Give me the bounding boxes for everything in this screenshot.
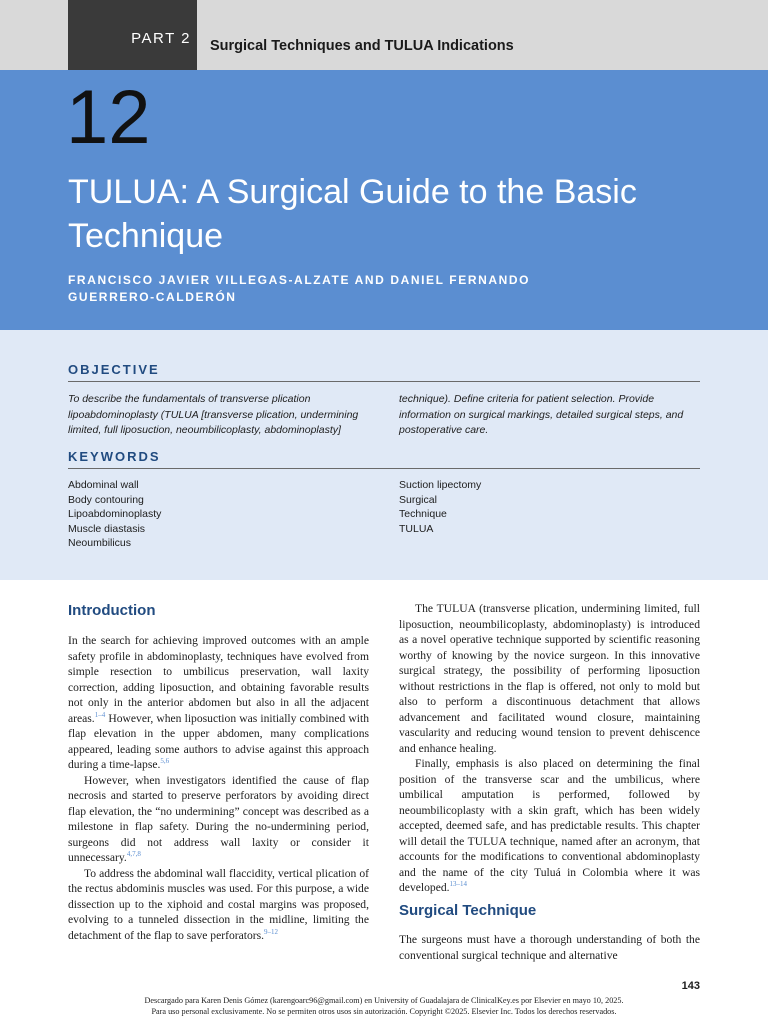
chapter-title: TULUA: A Surgical Guide to the Basic Technique [68,173,637,255]
page-number: 143 [681,980,700,992]
keywords-rule [68,468,700,469]
intro-paragraph-1 [68,633,369,773]
intro-p2-text: However, when investigators identified the cause of flap necrosis and started to preserve perforators by avoiding direct flap elevation, the “no undermining” concept was described as a milestone in flap safety. During the no-undermining period, surgeons did not address wall laxity or consider it unnecessary. [68,773,369,864]
left-body-column [68,633,369,943]
authors-line-1: FRANCISCO JAVIER VILLEGAS-ALZATE AND DANIEL FERNANDO [68,273,531,287]
introduction-heading: Introduction [68,602,156,619]
surgical-paragraph-1: The surgeons must have a thorough understanding of both the conventional surgical technique and alternative [399,933,700,962]
intro-paragraph-3 [68,866,369,944]
citation-ref: 4,7,8 [126,850,141,859]
objective-text-col1: To describe the fundamentals of transverse plication lipoabdominoplasty (TULUA [transverse plication, undermining limited, full liposuction, neoumbilicoplasty, abdominoplasty] [68,393,359,436]
right-paragraph-2 [399,756,700,896]
right-body-column [399,601,700,896]
authors-line-2: GUERRERO-CALDERÓN [68,290,237,304]
right-p2-text: Finally, emphasis is also placed on determining the final position of the transverse scar and the umbilicus, where umbilical amputation is performed, followed by neoumbilicoplasty with a skin graft, which has been widely accepted, deemed safe, and has predictable results. This chapter will detail the TULUA technique, named after an acronym, that accounts for the modifications to conventional abdominoplasty and the name of the city Tuluá in Colombia where it was developed. [399,757,700,894]
keywords-list-col1 [68,478,161,551]
right-paragraph-1: The TULUA (transverse plication, undermining limited, full liposuction, neoumbilicoplasty, abdominoplasty) is introduced as a novel operative technique supported by scientific reasoning worthy of knowing by the novice surgeon. In this innovative surgical strategy, the possibility of performing liposuction without restrictions in the flap is offered, not only to mold but also to perform a discontinuous detachment that allows advancement and facilitated wound closure, maintaining vascularity and reducing wound tension to prevent dehiscence and enhance healing. [399,602,700,755]
keyword-item: Surgical [399,493,437,506]
objective-text-col2: technique). Define criteria for patient selection. Provide information on surgical markings, detailed surgical steps, and postoperative care. [399,393,684,436]
keywords-list-col2 [399,478,481,536]
objective-rule [68,381,700,382]
keyword-item: Suction lipectomy [399,479,482,491]
citation-ref: 5,6 [160,757,170,766]
keywords-heading: KEYWORDS [68,449,161,464]
chapter-number: 12 [66,75,151,160]
citation-ref: 13–14 [449,880,468,889]
surgical-technique-heading: Surgical Technique [399,902,537,919]
intro-p1-text: In the search for achieving improved outcomes with an ample safety profile in abdominoplasty, techniques have evolved from simple resection to umbilicus preservation, wall laxity correction, adding liposuction, and obtaining favorable results not only in the anterior abdomen but also in all the adjacent areas. [68,634,369,725]
part-label-box [68,0,197,70]
keyword-item: TULUA [399,522,434,535]
citation-ref: 9–12 [264,927,279,936]
keyword-item: Abdominal wall [68,479,139,491]
chapter-authors [68,272,708,306]
keyword-item: Muscle diastasis [68,522,146,535]
citation-ref: 1–4 [94,710,106,719]
keyword-item: Neoumbilicus [68,537,132,550]
part-title: Surgical Techniques and TULUA Indications [210,38,514,54]
keyword-item: Body contouring [68,493,144,506]
footer-line-1: Descargado para Karen Denis Gómez (karengoarc96@gmail.com) en University of Guadalajara de ClinicalKey.es por Elsevier en mayo 10, 2025. [144,996,624,1005]
objective-heading: OBJECTIVE [68,362,160,377]
footer-line-2: Para uso personal exclusivamente. No se permiten otros usos sin autorización. Copyright ©2025. Elsevier Inc. Todos los derechos reservados. [151,1006,617,1016]
intro-paragraph-2 [68,773,369,866]
keyword-item: Lipoabdominoplasty [68,508,162,521]
part-label: PART 2 [131,29,191,47]
intro-p1b-text: However, when liposuction was initially combined with flap elevation in the upper abdomen, many complications appeared, leading some authors to advise against this approach during a time-lapse. [68,711,369,771]
keyword-item: Technique [399,508,447,521]
download-footer [0,996,768,1017]
surgical-technique-body [399,932,700,963]
intro-p3-text: To address the abdominal wall flaccidity, vertical plication of the rectus abdominis muscles was used. For this purpose, a wide dissection up to the xiphoid and costal margins was proposed, evolving to a tunneled dissection in the midline, limiting the detachment of the flap to save perforators. [68,866,369,942]
